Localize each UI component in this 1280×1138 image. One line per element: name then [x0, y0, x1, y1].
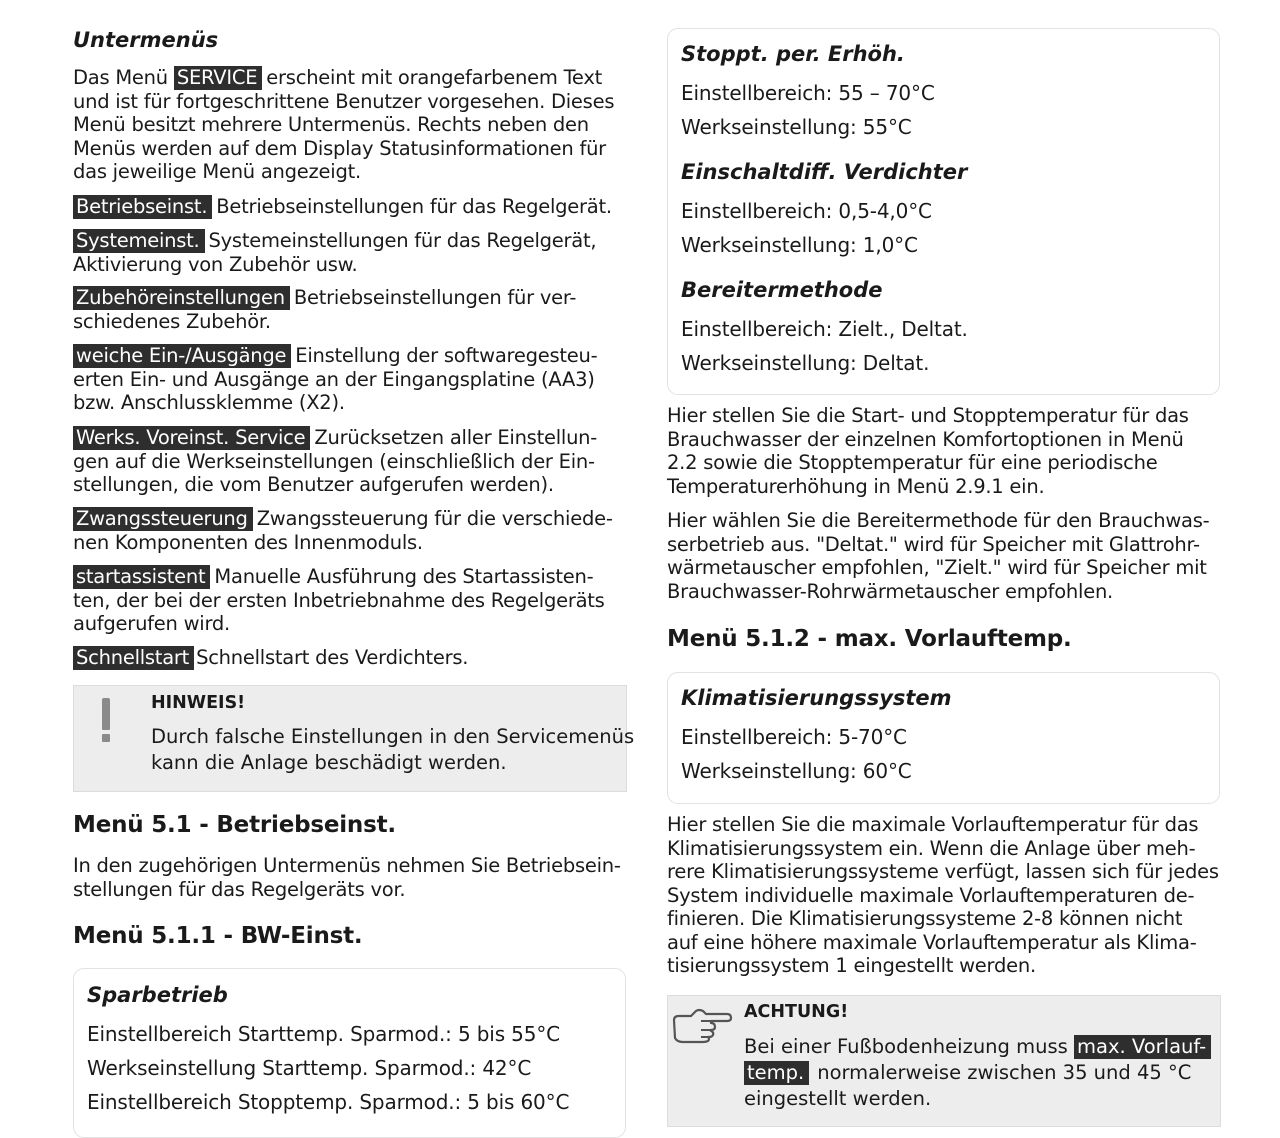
menu-511-heading: Menü 5.1.1 - BW-Einst.	[73, 923, 363, 949]
tag-zwangssteuerung: Zwangssteuerung	[73, 507, 253, 531]
exclamation-icon	[100, 698, 112, 744]
submenu-werks-voreinst-service: Werks. Voreinst. Service Zurücksetzen aller Einstellun- gen auf die Werkseinstellungen (einschließlich der Ein- stellungen, die vom Benutzer aufgerufen werden).	[73, 426, 598, 496]
submenu-weiche-ein-ausgaenge: weiche Ein-/Ausgänge Einstellung der softwaregesteu- erten Ein- und Ausgänge an der Eingangsplatine (AA3) bzw. Anschlussklemme (X2).	[73, 344, 598, 414]
tag-werks-voreinst-service: Werks. Voreinst. Service	[73, 426, 310, 450]
klimatisierungssystem-range: Einstellbereich: 5-70°C	[681, 725, 907, 749]
pointing-hand-icon	[671, 1006, 733, 1044]
menu-51-heading: Menü 5.1 - Betriebseinst.	[73, 812, 396, 838]
bereitermethode-paragraph: Hier wählen Sie die Bereitermethode für den Brauchwas- serbetrieb aus. "Deltat." wird für Speicher mit Glattrohr- wärmetauscher empfohlen, "Zielt." wird für Speicher mit Brauchwasser-Rohrwärmetauscher empfohlen.	[667, 509, 1210, 603]
achtung-line-3: eingestellt werden.	[744, 1087, 932, 1110]
hinweis-line-1: Durch falsche Einstellungen in den Servicemenüs	[151, 725, 635, 748]
tag-schnellstart: Schnellstart	[73, 646, 194, 670]
menu-512-heading: Menü 5.1.2 - max. Vorlauftemp.	[667, 626, 1072, 652]
einschaltdiff-default: Werkseinstellung: 1,0°C	[681, 233, 918, 257]
service-tag: SERVICE	[174, 66, 262, 90]
submenu-startassistent: startassistent Manuelle Ausführung des Startassisten- ten, der bei der ersten Inbetriebnahme des Regelgeräts aufgerufen wird.	[73, 565, 605, 635]
submenu-zubehoereinstellungen: Zubehöreinstellungen Betriebseinstellungen für ver- schiedenes Zubehör.	[73, 286, 577, 333]
intro-paragraph: Das Menü SERVICE erscheint mit orangefarbenem Text und ist für fortgeschrittene Benutzer vorgesehen. Dieses Menü besitzt mehrere Untermenüs. Rechts neben den Menüs werden auf dem Display Statusinformationen für das jeweilige Menü angezeigt.	[73, 66, 615, 183]
bw-temperature-paragraph: Hier stellen Sie die Start- und Stopptemperatur für das Brauchwasser der einzelnen Komfortoptionen in Menü 2.2 sowie die Stopptemperatur für eine periodische Temperaturerhöhung in Menü 2.9.1 ein.	[667, 404, 1189, 498]
tag-betriebseinst: Betriebseinst.	[73, 195, 212, 219]
submenu-schnellstart: Schnellstart Schnellstart des Verdichters.	[73, 646, 633, 670]
tag-weiche-ein-ausgaenge: weiche Ein-/Ausgänge	[73, 344, 291, 368]
achtung-line-2: temp. normalerweise zwischen 35 und 45 °C	[744, 1060, 1191, 1086]
settings-box	[667, 28, 1220, 395]
menu-51-text: In den zugehörigen Untermenüs nehmen Sie Betriebsein- stellungen für das Regelgeräts vor.	[73, 854, 621, 901]
submenu-zwangssteuerung: Zwangssteuerung Zwangssteuerung für die verschiede- nen Komponenten des Innenmoduls.	[73, 507, 613, 554]
bereitermethode-default: Werkseinstellung: Deltat.	[681, 351, 930, 375]
tag-zubehoereinstellungen: Zubehöreinstellungen	[73, 286, 290, 310]
vorlauftemp-paragraph: Hier stellen Sie die maximale Vorlauftemperatur für das Klimatisierungssystem ein. Wenn die Anlage über meh- rere Klimatisierungssysteme verfügt, lassen sich für jedes System individuelle maximale Vorlauftemperaturen de- finieren. Die Klimatisierungssysteme 2-8 können nicht auf eine höhere maximale Vorlauftemperatur als Klima- tisierungssystem 1 eingestellt werden.	[667, 813, 1219, 977]
bereitermethode-title: Bereitermethode	[681, 278, 883, 302]
hinweis-note	[73, 685, 635, 792]
tag-systemeinst: Systemeinst.	[73, 229, 205, 253]
tag-startassistent: startassistent	[73, 565, 210, 589]
stoppt-default: Werkseinstellung: 55°C	[681, 115, 912, 139]
submenu-systemeinst: Systemeinst. Systemeinstellungen für das Regelgerät, Aktivierung von Zubehör usw.	[73, 229, 597, 276]
sparbetrieb-box	[73, 968, 626, 1138]
achtung-note	[667, 995, 1221, 1127]
klimatisierungssystem-title: Klimatisierungssystem	[681, 686, 952, 710]
hinweis-line-2: kann die Anlage beschädigt werden.	[151, 751, 507, 774]
achtung-line-1: Bei einer Fußbodenheizung muss max. Vorlauf-	[744, 1034, 1211, 1060]
sparbetrieb-line-1: Einstellbereich Starttemp. Sparmod.: 5 bis 55°C	[87, 1022, 560, 1046]
sparbetrieb-line-3: Einstellbereich Stopptemp. Sparmod.: 5 bis 60°C	[87, 1090, 570, 1114]
sparbetrieb-line-2: Werkseinstellung Starttemp. Sparmod.: 42°C	[87, 1056, 532, 1080]
heading-untermenus: Untermenüs	[73, 28, 219, 52]
stoppt-range: Einstellbereich: 55 – 70°C	[681, 81, 935, 105]
klimatisierungssystem-box	[667, 672, 1220, 804]
tag-max-vorlauftemp-2: temp.	[744, 1061, 809, 1085]
achtung-title: ACHTUNG!	[744, 1002, 849, 1022]
submenu-betriebseinst: Betriebseinst. Betriebseinstellungen für das Regelgerät.	[73, 195, 633, 219]
tag-max-vorlauftemp-1: max. Vorlauf-	[1074, 1035, 1211, 1059]
stoppt-title: Stoppt. per. Erhöh.	[681, 42, 905, 66]
einschaltdiff-title: Einschaltdiff. Verdichter	[681, 160, 968, 184]
klimatisierungssystem-default: Werkseinstellung: 60°C	[681, 759, 912, 783]
sparbetrieb-title: Sparbetrieb	[87, 983, 228, 1007]
bereitermethode-range: Einstellbereich: Zielt., Deltat.	[681, 317, 968, 341]
einschaltdiff-range: Einstellbereich: 0,5-4,0°C	[681, 199, 932, 223]
hinweis-title-text: HINWEIS!	[151, 693, 246, 713]
